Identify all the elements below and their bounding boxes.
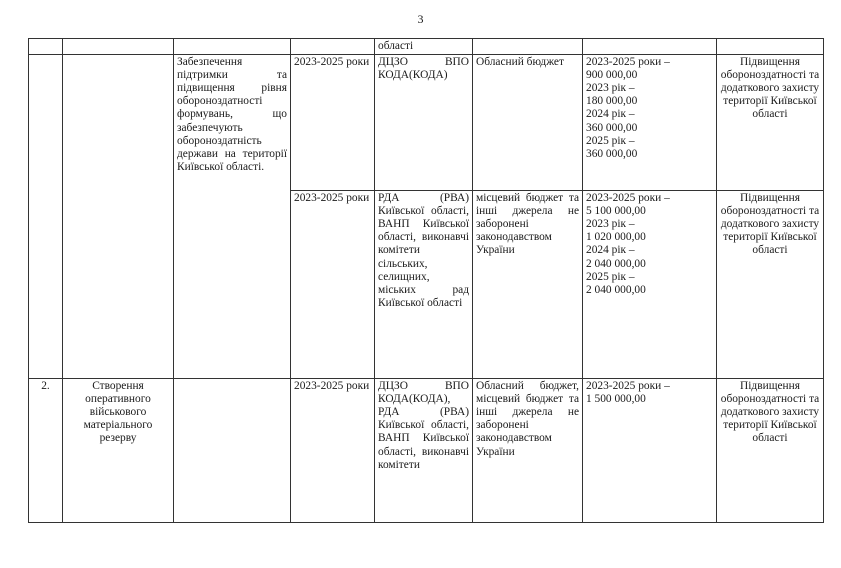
cell-result: Підвищення обороноздатності та додаткового захисту території Київської області [717,55,824,191]
continuation-row [29,39,824,55]
cell-executor: ДЦЗО ВПО КОДА(КОДА), РДА (РВА) Київської області, ВАНП Київської області, виконавчі комітети [375,379,473,523]
cell-amounts [583,39,717,55]
cell-source: Обласний бюджет [473,55,583,191]
cell-amounts: 2023-2025 роки – 900 000,00 2023 рік – 180 000,00 2024 рік – 360 000,00 2025 рік – 360 000,00 [583,55,717,191]
cell-measure [174,379,291,523]
cell-measure: Забезпечення підтримки та підвищення рівня обороноздатності формувань, що забезпечують обороноздатність держави на території Київської області. [174,55,291,379]
cell-executor: РДА (РВА) Київської області, ВАНП Київської області, виконавчі комітети сільських, селищних, міських рад Київської області [375,191,473,379]
cell-source: місцевий бюджет та інші джерела не заборонені законодавством України [473,191,583,379]
cell-amounts: 2023-2025 роки – 5 100 000,00 2023 рік – 1 020 000,00 2024 рік – 2 040 000,00 2025 рік – 2 040 000,00 [583,191,717,379]
cell-source: Обласний бюджет, місцевий бюджет та інші джерела не заборонені законодавством України [473,379,583,523]
cell-number: 2. [29,379,63,523]
cell-task: Створення оперативного військового матеріального резерву [63,379,174,523]
page-number: 3 [417,12,424,26]
cell-measure [174,39,291,55]
cell-result: Підвищення обороноздатності та додаткового захисту території Київської області [717,191,824,379]
cell-task [63,55,174,379]
cell-term [291,39,375,55]
cell-executor: області [375,39,473,55]
table-row [29,379,824,523]
cell-executor: ДЦЗО ВПО КОДА(КОДА) [375,55,473,191]
cell-number [29,55,63,379]
cell-term: 2023-2025 роки [291,191,375,379]
cell-term: 2023-2025 роки [291,55,375,191]
cell-term: 2023-2025 роки [291,379,375,523]
cell-source [473,39,583,55]
cell-task [63,39,174,55]
cell-number [29,39,63,55]
cell-amounts: 2023-2025 роки – 1 500 000,00 [583,379,717,523]
table-row [29,55,824,191]
cell-result: Підвищення обороноздатності та додаткового захисту території Київської області [717,379,824,523]
cell-result [717,39,824,55]
program-table [28,38,824,523]
